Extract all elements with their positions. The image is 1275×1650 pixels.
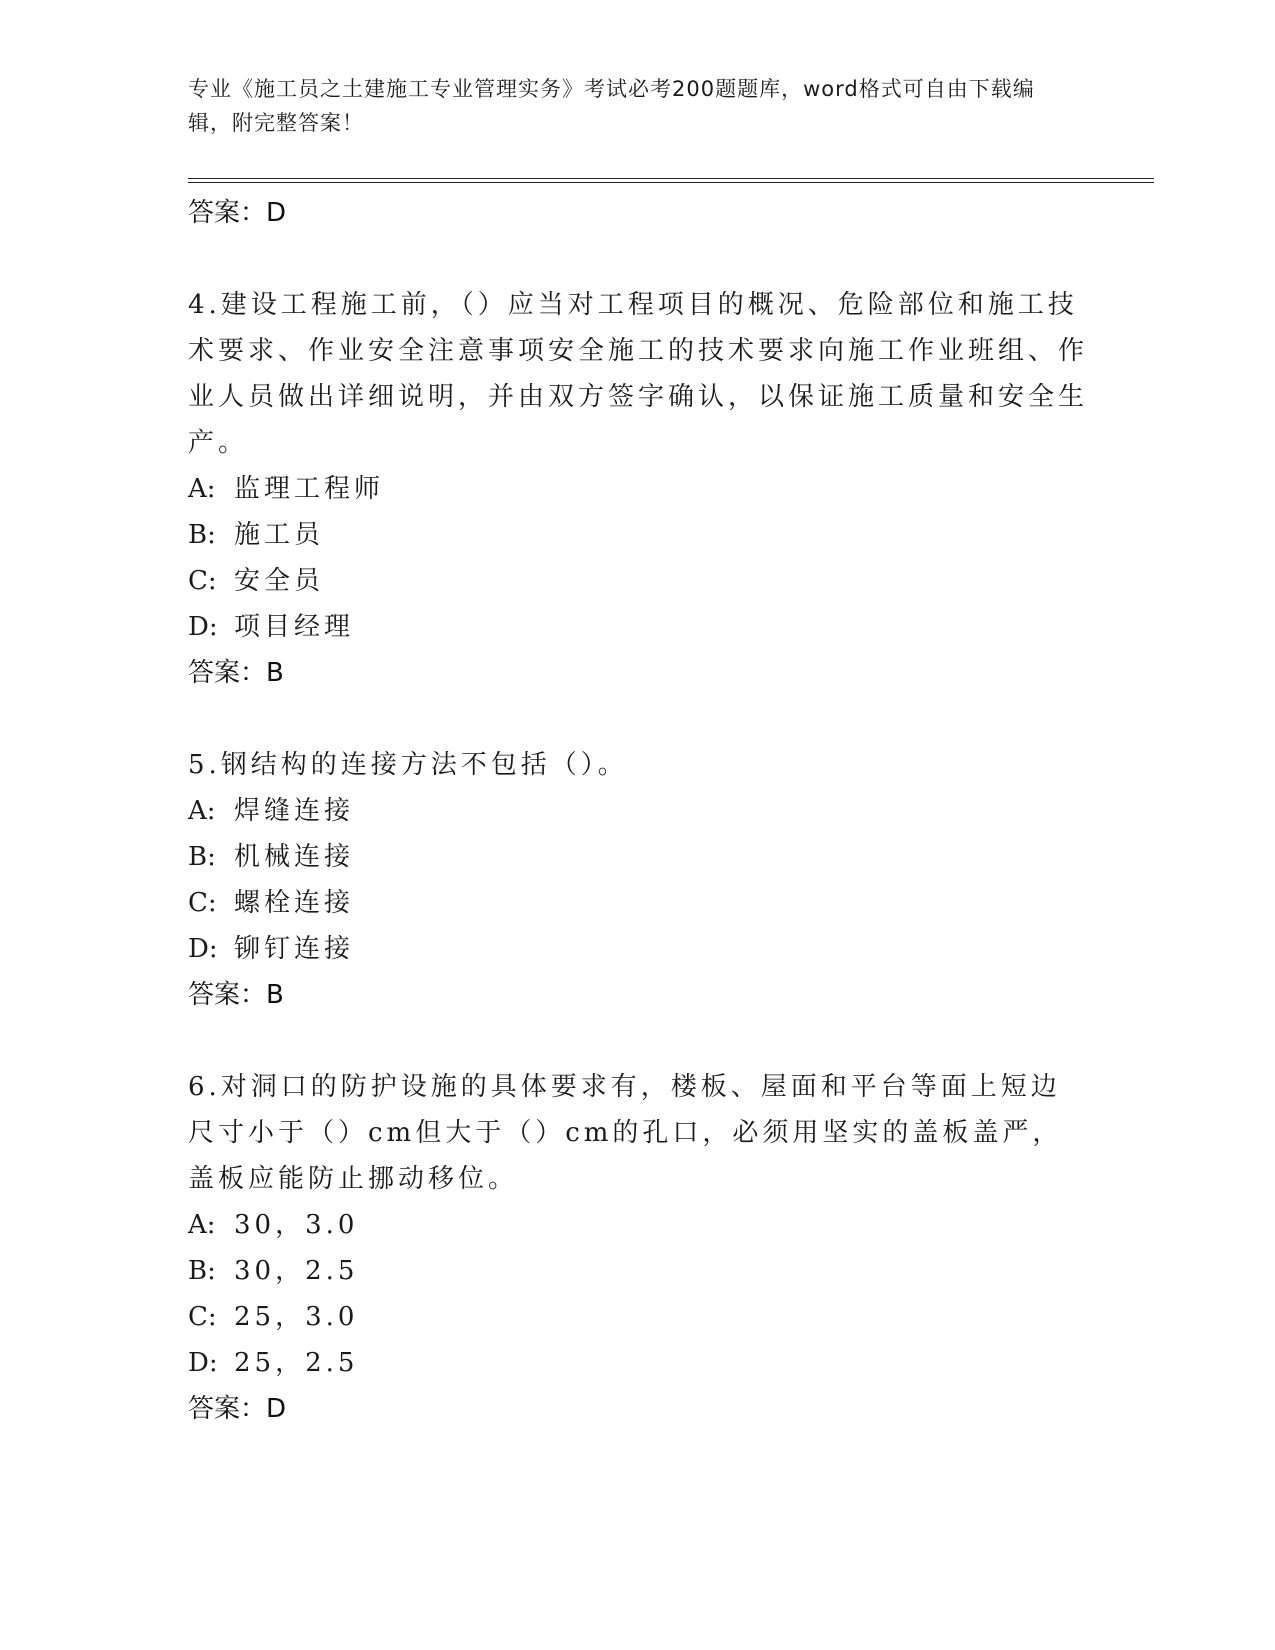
option-letter: A: xyxy=(188,1210,216,1240)
spacer xyxy=(188,1018,1088,1064)
question-5-option-d xyxy=(188,926,1088,972)
question-5-option-c xyxy=(188,880,1088,926)
option-text: 监理工程师 xyxy=(234,474,385,504)
option-letter: D: xyxy=(188,612,218,642)
question-6-text: 6.对洞口的防护设施的具体要求有，楼板、屋面和平台等面上短边尺寸小于（）cm但大于（）cm的孔口，必须用坚实的盖板盖严，盖板应能防止挪动移位。 xyxy=(188,1072,1063,1194)
option-letter: B: xyxy=(188,1256,216,1286)
option-text: 项目经理 xyxy=(234,612,355,642)
header-divider-bottom xyxy=(188,182,1154,183)
header-divider-top xyxy=(188,178,1154,179)
option-text: 30，2.5 xyxy=(234,1256,359,1286)
question-5 xyxy=(188,742,1088,1018)
option-text: 25，3.0 xyxy=(234,1302,359,1332)
question-5-answer: 答案：B xyxy=(188,980,284,1010)
answer-previous: 答案：D xyxy=(188,198,287,228)
document-body xyxy=(188,190,1088,1432)
question-4-option-b xyxy=(188,512,1088,558)
option-letter: B: xyxy=(188,842,216,872)
option-text: 30，3.0 xyxy=(234,1210,359,1240)
option-letter: C: xyxy=(188,566,217,596)
option-letter: B: xyxy=(188,520,216,550)
question-6-option-d xyxy=(188,1340,1088,1386)
option-text: 机械连接 xyxy=(234,842,355,872)
question-6-option-a xyxy=(188,1202,1088,1248)
question-6-option-b xyxy=(188,1248,1088,1294)
option-letter: A: xyxy=(188,474,216,504)
option-letter: D: xyxy=(188,1348,218,1378)
question-6-answer: 答案：D xyxy=(188,1394,287,1424)
option-text: 焊缝连接 xyxy=(234,796,355,826)
question-4-option-d xyxy=(188,604,1088,650)
option-text: 螺栓连接 xyxy=(234,888,355,918)
option-letter: C: xyxy=(188,888,217,918)
document-header: 专业《施工员之土建施工专业管理实务》考试必考200题题库，word格式可自由下载编辑，附完整答案！ xyxy=(188,77,1035,135)
option-text: 安全员 xyxy=(234,566,325,596)
question-4-text: 4.建设工程施工前，（）应当对工程项目的概况、危险部位和施工技术要求、作业安全注意事项安全施工的技术要求向施工作业班组、作业人员做出详细说明，并由双方签字确认，以保证施工质量和安全生产。 xyxy=(188,290,1089,458)
question-4-answer: 答案：B xyxy=(188,658,284,688)
question-5-option-a xyxy=(188,788,1088,834)
question-4-option-a xyxy=(188,466,1088,512)
option-text: 铆钉连接 xyxy=(234,934,355,964)
option-text: 25，2.5 xyxy=(234,1348,359,1378)
question-5-text: 5.钢结构的连接方法不包括（）。 xyxy=(188,750,628,780)
option-text: 施工员 xyxy=(234,520,325,550)
option-letter: C: xyxy=(188,1302,217,1332)
question-4 xyxy=(188,282,1088,696)
spacer xyxy=(188,696,1088,742)
question-5-option-b xyxy=(188,834,1088,880)
option-letter: D: xyxy=(188,934,218,964)
question-6-option-c xyxy=(188,1294,1088,1340)
spacer xyxy=(188,236,1088,282)
question-4-option-c xyxy=(188,558,1088,604)
question-6 xyxy=(188,1064,1088,1432)
option-letter: A: xyxy=(188,796,216,826)
